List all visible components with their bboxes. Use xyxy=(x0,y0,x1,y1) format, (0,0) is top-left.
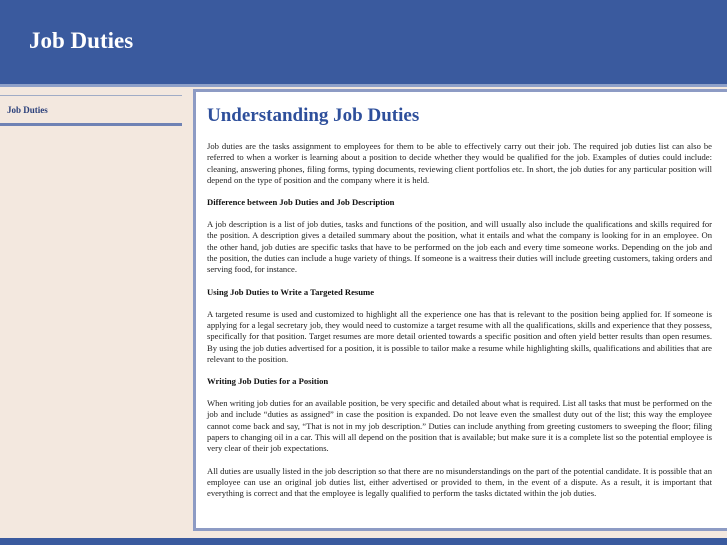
site-header xyxy=(0,0,727,84)
resume-paragraph: A targeted resume is used and customized to highlight all the experience one has that is relevant to the position being applied for. If someone is applying for a legal secretary job, they would need to customize a target resume with all the qualifications, skills and experience that they possess, specifically for that position. Target resumes are more detail oriented towards a specific position and often yield better results than open resumes. By using the job duties advertised for a position, it is possible to tailor make a resume while highlighting skills, qualifications and abilities that are relevant to the position. xyxy=(207,308,712,364)
article xyxy=(207,105,712,500)
page-title: Understanding Job Duties xyxy=(207,105,420,126)
writing-paragraph: When writing job duties for an available position, be very specific and detailed about what is required. List all tasks that must be performed on the job and include “duties as assigned” in case the position is expanded. Do not leave even the smallest duty out of the list; this way the employee cannot come back and say, “That is not in my job description.” Duties can include anything from greeting customers to sweeping the floor; filing papers to changing oil in a car. This will all depend on the position that is available; but make sure it is a complete list so the potential employee is very clear of their job expectations. xyxy=(207,398,712,454)
section-heading-resume: Using Job Duties to Write a Targeted Resume xyxy=(207,286,375,297)
header-divider xyxy=(0,84,727,87)
footer-bar xyxy=(0,538,727,545)
site-title[interactable]: Job Duties xyxy=(29,28,134,53)
section-heading-writing: Writing Job Duties for a Position xyxy=(207,376,329,387)
sidebar-item-job-duties[interactable]: Job Duties xyxy=(7,105,48,115)
sidebar xyxy=(0,94,182,126)
intro-paragraph: Job duties are the tasks assignment to employees for them to be able to effectively carry out their job. The required job duties list can also be referred to when a worker is learning about a position to decide whether they would be qualified for the job. Examples of duties could include: cleaning, answering phones, filing forms, typing documents, reviewing client portfolios etc. In short, the job duties for any particular position will depend on the type of position and the company where it is held. xyxy=(207,141,712,185)
content-panel xyxy=(193,89,727,531)
closing-paragraph: All duties are usually listed in the job description so that there are no misunderstandings on the part of the potential candidate. It is possible that an employee can use an original job duties list, either advertised or provided to them, in the event of a dispute. As a result, it is important that everything is correct and that the employee is legally qualified to perform the tasks dictated within the job duties. xyxy=(207,465,712,499)
sidebar-divider-bottom xyxy=(0,123,182,126)
section-heading-difference: Difference between Job Duties and Job Description xyxy=(207,197,395,208)
difference-paragraph: A job description is a list of job duties, tasks and functions of the position, and will usually also include the qualifications and skills required for the position. A description gives a detailed summary about the position, what it entails and what the company is looking for in an employee. On the other hand, job duties are specific tasks that have to be performed on the job each and every time someone works. Depending on the job and the position, the duties can include a huge variety of things. If someone is a waitress their duties will include greeting customers, taking orders and serving food, for instance. xyxy=(207,219,712,275)
